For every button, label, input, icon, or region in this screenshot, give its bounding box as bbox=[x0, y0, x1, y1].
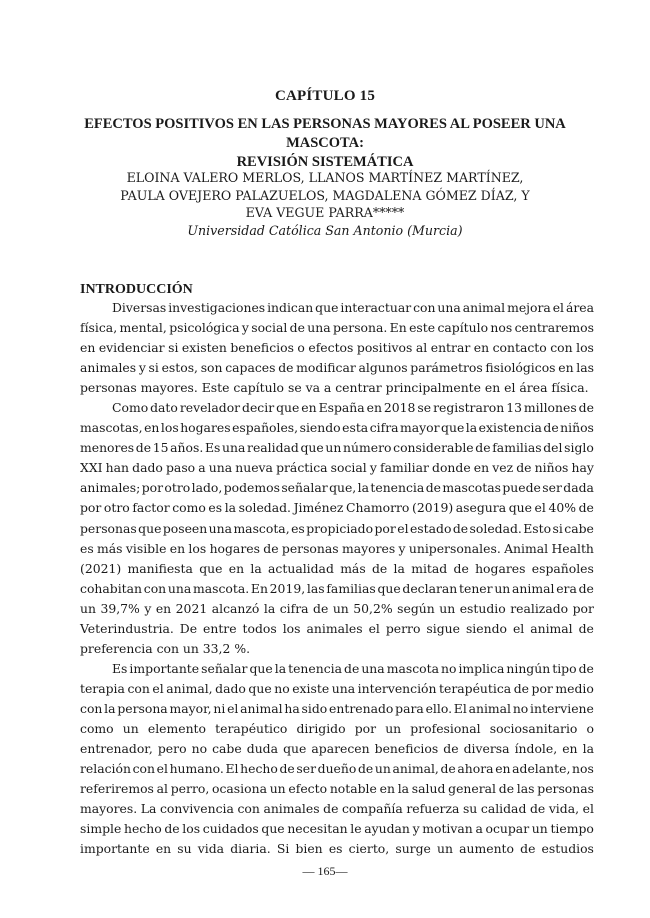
body-line: XXI han dado paso a una nueva práctica social y familiar donde en vez de niños hay bbox=[80, 460, 594, 476]
chapter-title bbox=[60, 115, 590, 172]
body-line: mascotas, en los hogares españoles, siendo esta cifra mayor que la existencia de niños bbox=[80, 420, 594, 436]
author-line: EVA VEGUE PARRA***** bbox=[245, 205, 405, 220]
body-line: personas mayores. Este capítulo se va a centrar principalmente en el área física. bbox=[80, 380, 589, 396]
body-line: relación con el humano. El hecho de ser dueño de un animal, de ahora en adelante, nos bbox=[80, 761, 594, 777]
body-line: menores de 15 años. Es una realidad que un número considerable de familias del siglo bbox=[80, 440, 594, 456]
body-line: animales; por otro lado, podemos señalar que, la tenencia de mascotas puede ser dada bbox=[80, 480, 594, 496]
body-line: preferencia con un 33,2 %. bbox=[80, 640, 251, 656]
body-line: terapia con el animal, dado que no existe una intervención terapéutica de por medio bbox=[80, 680, 594, 696]
body-line: importante en su vida diaria. Si bien es cierto, surge un aumento de estudios bbox=[80, 841, 594, 857]
author-line: ELOINA VALERO MERLOS, LLANOS MARTÍNEZ MARTÍNEZ, bbox=[126, 170, 524, 185]
section-heading: INTRODUCCIÓN bbox=[80, 282, 193, 297]
body-text bbox=[80, 298, 594, 859]
body-line: referiremos al perro, ocasiona un efecto notable en la salud general de las personas bbox=[80, 781, 594, 797]
body-line: con la persona mayor, ni el animal ha sido entrenado para ello. El animal no interviene bbox=[80, 700, 594, 716]
author-line: PAULA OVEJERO PALAZUELOS, MAGDALENA GÓMEZ DÍAZ, Y bbox=[120, 187, 530, 203]
body-line: Diversas investigaciones indican que interactuar con una animal mejora el área bbox=[112, 300, 594, 315]
body-line: física, mental, psicológica y social de una persona. En este capítulo nos centraremos bbox=[80, 320, 594, 336]
body-line: por otro factor como es la soledad. Jiménez Chamorro (2019) asegura que el 40% de bbox=[80, 500, 594, 516]
body-line: mayores. La convivencia con animales de compañía refuerza su calidad de vida, el bbox=[80, 801, 594, 817]
body-line: Veterindustria. De entre todos los animales el perro sigue siendo el animal de bbox=[80, 620, 594, 636]
chapter-number: CAPÍTULO 15 bbox=[274, 88, 376, 104]
body-line: cohabitan con una mascota. En 2019, las familias que declaran tener un animal era de bbox=[80, 580, 594, 596]
author-block bbox=[70, 169, 580, 239]
chapter-title-line: EFECTOS POSITIVOS EN LAS PERSONAS MAYORES AL POSEER UNA MASCOTA: bbox=[84, 116, 566, 151]
body-line: (2021) manifiesta que en la actualidad más de la mitad de hogares españoles bbox=[80, 560, 594, 576]
body-line: como un elemento terapéutico dirigido por un profesional sociosanitario o bbox=[80, 720, 594, 736]
page-number: — 165— bbox=[302, 864, 348, 878]
body-line: simple hecho de los cuidados que necesitan le ayudan y motivan a ocupar un tiempo bbox=[80, 821, 594, 837]
body-line: animales y si estos, son capaces de modificar algunos parámetros fisiológicos en las bbox=[80, 360, 594, 376]
body-line: personas que poseen una mascota, es propiciado por el estado de soledad. Esto si cabe bbox=[80, 520, 594, 536]
body-line: un 39,7% y en 2021 alcanzó la cifra de un 50,2% según un estudio realizado por bbox=[80, 600, 594, 616]
body-line: es más visible en los hogares de personas mayores y unipersonales. Animal Health bbox=[80, 540, 594, 556]
affiliation: Universidad Católica San Antonio (Murcia) bbox=[187, 222, 463, 238]
body-line: Es importante señalar que la tenencia de una mascota no implica ningún tipo de bbox=[112, 660, 594, 676]
body-line: en evidenciar si existen beneficios o efectos positivos al entrar en contacto con los bbox=[80, 340, 594, 356]
body-line: entrenador, pero no cabe duda que aparecen beneficios de diversa índole, en la bbox=[80, 741, 594, 757]
body-line: Como dato revelador decir que en España en 2018 se registraron 13 millones de bbox=[112, 400, 594, 416]
chapter-title-line: REVISIÓN SISTEMÁTICA bbox=[236, 154, 414, 170]
